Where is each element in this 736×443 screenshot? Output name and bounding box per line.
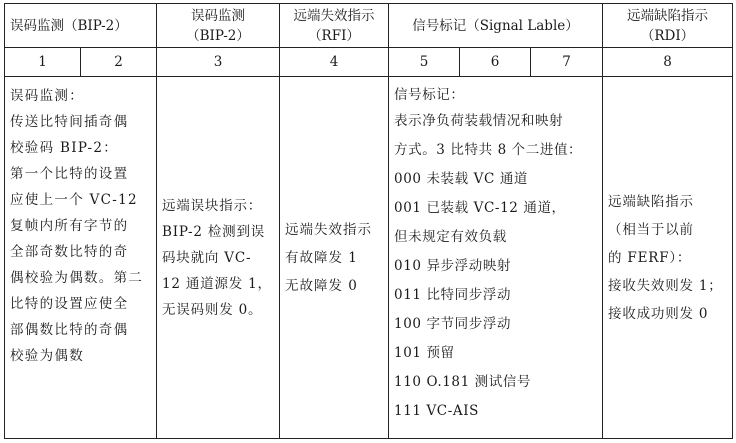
rdi-description [603, 77, 733, 439]
header-rei-bit-3 [157, 4, 280, 48]
bip2-line: 校验码 BIP-2： [10, 140, 119, 156]
header-rfi-bit-4 [280, 4, 389, 48]
bit-number-row [5, 48, 733, 77]
header-rei-line-2: （BIP-2） [186, 27, 250, 44]
header-rdi-bit-8 [603, 4, 733, 48]
bip2-line: 全部奇数比特的奇 [10, 244, 129, 260]
rei-line: BIP-2 检测到误 [162, 223, 266, 240]
signal-label-line: 信号标记： [394, 87, 465, 103]
bit-number-cell: 5 [389, 48, 460, 77]
header-row [5, 4, 733, 48]
bit-number-cell: 3 [157, 48, 280, 77]
rfi-line: 无故障发 0 [285, 277, 358, 294]
header-rdi-line-2: （RDI） [640, 27, 695, 44]
header-bip2-bits-1-2 [5, 4, 157, 48]
rdi-line: （相当于以前 [608, 221, 694, 238]
bip2-line: 复帧内所有字节的 [10, 218, 129, 234]
bip2-line: 校验为偶数 [10, 348, 84, 364]
bip2-line: 比特的设置应使全 [10, 296, 129, 312]
bip2-line: 偶校验为偶数。第二 [10, 270, 144, 286]
signal-label-code-011: 011 比特同步浮动 [394, 287, 512, 303]
signal-label-code-010: 010 异步浮动映射 [394, 258, 512, 274]
header-rdi-line-1: 远端缺陷指示 [627, 7, 709, 24]
bip2-line: 第一个比特的设置 [10, 166, 129, 182]
header-signal-label-bits-5-7 [389, 4, 603, 48]
v5-byte-structure-table [4, 3, 733, 439]
bit-number-cell: 2 [81, 48, 157, 77]
rdi-line: 远端缺陷指示 [608, 193, 694, 210]
header-rfi-line-2: （RFI） [308, 27, 360, 44]
signal-label-line: 表示净负荷装载情况和映射 [394, 113, 564, 129]
bip2-line: 误码监测： [10, 88, 84, 104]
bip2-line: 应使上一个 VC-12 [10, 192, 138, 208]
rei-line: 12 通道源发 1， [162, 275, 272, 292]
rei-line: 码块就向 VC- [162, 249, 252, 266]
header-rei-line-1: 误码监测 [191, 7, 245, 24]
signal-label-code-111: 111 VC-AIS [394, 403, 480, 419]
rei-description [157, 77, 280, 439]
bit-number-cell: 4 [280, 48, 389, 77]
bip2-line: 部偶数比特的奇偶 [10, 322, 129, 338]
description-row [5, 77, 733, 439]
signal-label-line: 但未规定有效负载 [394, 229, 507, 245]
rfi-line: 有故障发 1 [285, 249, 358, 266]
header-rfi-line-1: 远端失效指示 [293, 7, 375, 24]
bit-number-cell: 8 [603, 48, 733, 77]
signal-label-code-000: 000 未装载 VC 通道 [394, 171, 529, 187]
rei-line: 无误码则发 0。 [162, 301, 263, 318]
rfi-line: 远端失效指示 [285, 221, 372, 238]
signal-label-code-110: 110 O.181 测试信号 [394, 374, 532, 390]
bit-number-cell: 1 [5, 48, 81, 77]
signal-label-code-001: 001 已装载 VC-12 通道， [394, 200, 566, 216]
rdi-line: 的 FERF）： [608, 249, 692, 266]
header-signal-label-text: 信号标记（Signal Lable） [412, 17, 579, 34]
bip2-description [5, 77, 157, 439]
signal-label-description [389, 77, 603, 439]
bit-number-cell: 6 [460, 48, 531, 77]
rei-line: 远端误块指示： [162, 197, 263, 214]
bip2-line: 传送比特间插奇偶 [10, 114, 129, 130]
rdi-line: 接收失效则发 1； [608, 277, 723, 294]
rdi-line: 接收成功则发 0 [608, 305, 709, 322]
signal-label-code-100: 100 字节同步浮动 [394, 316, 512, 332]
rfi-description [280, 77, 389, 439]
signal-label-code-101: 101 预留 [394, 345, 455, 361]
bit-number-cell: 7 [531, 48, 603, 77]
signal-label-line: 方式。3 比特共 8 个二进值： [394, 142, 583, 158]
header-bip2-text: 误码监测（BIP-2） [10, 17, 128, 34]
